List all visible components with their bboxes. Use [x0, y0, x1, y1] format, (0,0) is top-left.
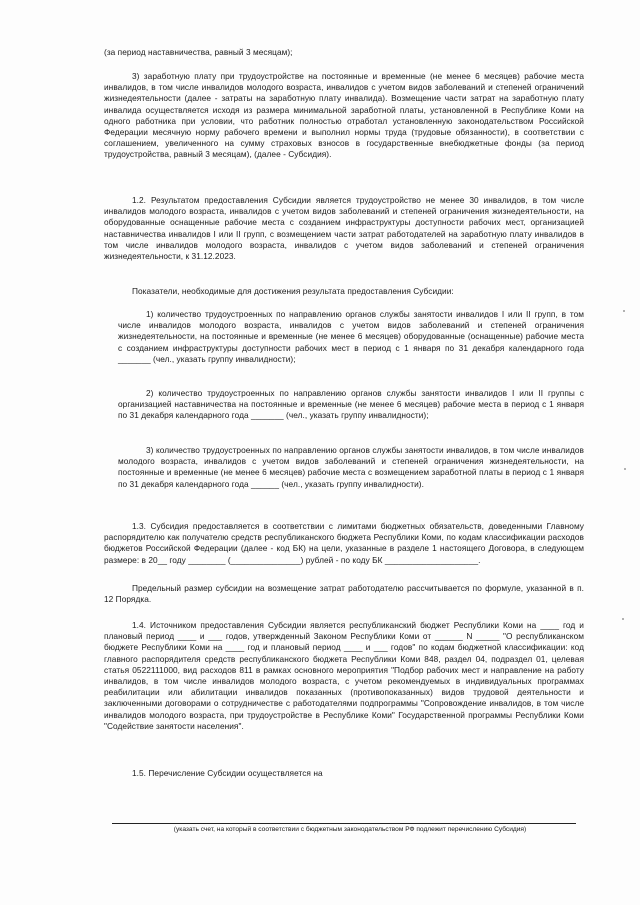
footnote-divider	[112, 823, 576, 824]
footnote-account: (указать счет, на который в соответствии с бюджетным законодательством РФ подлежит перечислению Субсидия)	[173, 826, 527, 833]
paragraph-1-2-result: 1.2. Результатом предоставления Субсидии является трудоустройство не менее 30 инвалидов, в том числе инвалидов молодого возраста, инвалидов с учетом видов заболеваний и степеней ограничения жизнедеятельности, на оборудованные оснащенные рабочие места с созданием инфраструктуры доступности рабочих мест, организацией наставничества инвалидов I или II групп, с возмещением части затрат работодателей на заработную плату инвалидов в том числе инвалидов молодого возраста, инвалидов с учетом видов заболеваний и степеней ограничения жизнедеятельности, к 31.12.2023.	[104, 195, 584, 262]
paragraph-1-3-subsidy: 1.3. Субсидия предоставляется в соответствии с лимитами бюджетных обязательств, доведенными Главному распорядителю как получателю средств республиканского бюджета Республики Коми, по кодам классификации расходов бюджетов Российской Федерации (далее - код БК) на цели, указанные в разделе 1 настоящего Договора, в следующем размере: в 20__ году ________ (_______________) рублей - по коду БК ____________________.	[104, 521, 584, 565]
paragraph-1-4-source: 1.4. Источником предоставления Субсидии является республиканский бюджет Республики Коми на ____ год и плановый период ____ и ___ годов, утвержденный Законом Республики Коми от ______ N _____ "О республиканском бюджете Республики Коми на ____ год и плановый период ____ и ___ годов" по кодам бюджетной классификации: код главного распорядителя средств республиканского бюджета Республики Коми 848, раздел 04, подраздел 01, целевая статья 0522111000, вид расходов 811 в рамках основного мероприятия "Подбор рабочих мест и направление на работу инвалидов, в том числе инвалидов молодого возраста, с учетом рекомендуемых в индивидуальных программах реабилитации или абилитации инвалидов показанных (противопоказанных) видов трудовой деятельности и заключенными договорами о сотрудничестве с работодателями подпрограммы "Сопровождение инвалидов, в том числе инвалидов молодого возраста, при трудоустройстве в Республике Коми" Государственной программы Республики Коми "Содействие занятости населения".	[104, 620, 584, 731]
scan-artifact	[623, 310, 625, 312]
paragraph-indicator-1: 1) количество трудоустроенных по направлению органов службы занятости инвалидов I или II групп, в том числе инвалидов молодого возраста, инвалидов с учетом видов заболеваний и степеней ограничения жизнедеятельности, на постоянные и временные (не менее 6 месяцев) оборудованные (оснащенные) рабочие места с созданием инфраструктуры доступности рабочих мест в период с 1 января по 31 декабря календарного года _______ (чел., указать группу инвалидности);	[118, 309, 584, 364]
paragraph-indicator-3: 3) количество трудоустроенных по направлению органов службы занятости инвалидов, в том числе инвалидов молодого возраста, инвалидов с учетом видов заболеваний и степеней ограничения жизнедеятельности, на постоянные и временные (не менее 6 месяцев) рабочие места с возмещением заработной платы в период с 1 января по 31 декабря календарного года ______ (чел., указать группу инвалидности).	[118, 445, 584, 489]
paragraph-1-5-transfer: 1.5. Перечисление Субсидии осуществляется на	[132, 768, 323, 778]
paragraph-indicator-2: 2) количество трудоустроенных по направлению органов службы занятости инвалидов I или II группы с организацией наставничества на постоянные и временные (не менее 6 месяцев) рабочие места в период с 1 января по 31 декабря календарного года _______ (чел., указать группу инвалидности);	[118, 388, 584, 421]
paragraph-mentoring-period: (за период наставничества, равный 3 месяцам);	[104, 47, 293, 57]
paragraph-indicators-heading: Показатели, необходимые для достижения результата предоставления Субсидии:	[132, 286, 454, 296]
scan-artifact	[622, 618, 624, 620]
paragraph-item-3-wages: 3) заработную плату при трудоустройстве на постоянные и временные (не менее 6 месяцев) рабочие места инвалидов, в том числе инвалидов молодого возраста, инвалидов с учетом видов заболеваний и степеней ограничений жизнедеятельности (далее - затраты на заработную плату инвалида). Возмещение части затрат на заработную плату инвалида осуществляется исходя из размера минимальной заработной платы, установленной в Республике Коми на одного работника при условии, что работник полностью отработал установленную законодательством Российской Федерации месячную норму рабочего времени и выполнил нормы труда (трудовые обязанности), в соответствии с соглашением, увеличенного на сумму страховых взносов в государственные внебюджетные фонды (за период трудоустройства, равный 3 месяцам), (далее - Субсидия).	[104, 71, 584, 160]
scan-artifact	[624, 468, 626, 470]
paragraph-max-subsidy: Предельный размер субсидии на возмещение затрат работодателю рассчитывается по формуле, указанной в п. 12 Порядка.	[104, 583, 584, 605]
